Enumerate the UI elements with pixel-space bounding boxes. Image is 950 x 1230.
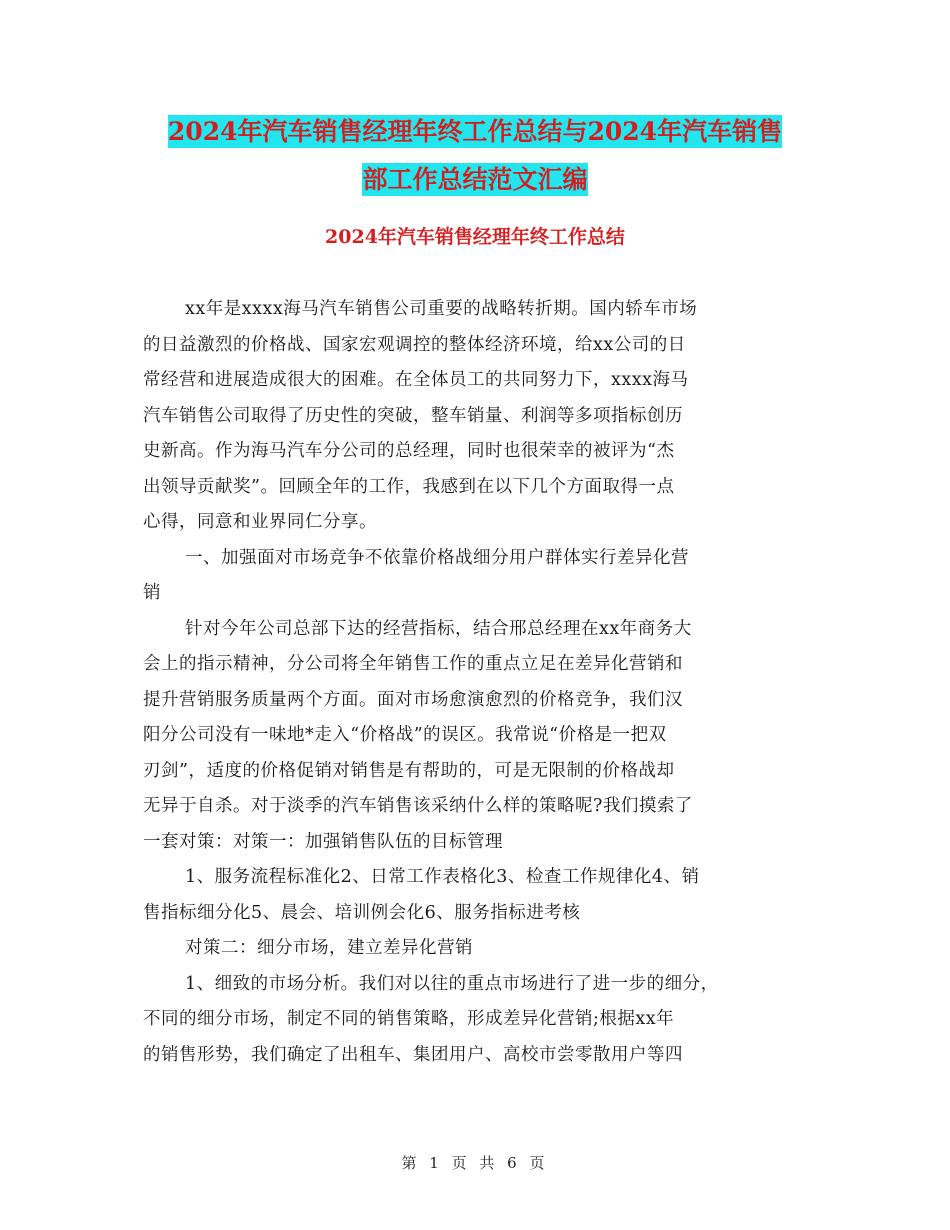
paragraph-line: 刃剑”，适度的价格促销对销售是有帮助的，可是无限制的价格战却 bbox=[143, 760, 675, 781]
paragraph-line: 针对今年公司总部下达的经营指标，结合邢总经理在xx年商务大 bbox=[185, 618, 692, 639]
document-title-line-1: 2024年汽车销售经理年终工作总结与2024年汽车销售 bbox=[167, 117, 783, 146]
paragraph-line: 的销售形势，我们确定了出租车、集团用户、高校市尝零散用户等四 bbox=[143, 1044, 683, 1065]
paragraph-line: 的日益激烈的价格战、国家宏观调控的整体经济环境，给xx公司的日 bbox=[143, 334, 686, 355]
paragraph-line: 对策二：细分市场，建立差异化营销 bbox=[185, 938, 473, 958]
document-title bbox=[0, 108, 950, 204]
paragraph-line: 出领导贡献奖”。回顾全年的工作，我感到在以下几个方面取得一点 bbox=[143, 476, 675, 497]
paragraph-line: 提升营销服务质量两个方面。面对市场愈演愈烈的价格竞争，我们汉 bbox=[143, 689, 683, 710]
paragraph-line: 阳分公司没有一味地*走入“价格战”的误区。我常说“价格是一把双 bbox=[143, 725, 667, 745]
paragraph-line: 不同的细分市场，制定不同的销售策略，形成差异化营销;根据xx年 bbox=[143, 1009, 675, 1029]
paragraph-line: xx年是xxxx海马汽车销售公司重要的战略转折期。国内轿车市场 bbox=[185, 299, 698, 319]
document-title-line-2: 部工作总结范文汇编 bbox=[362, 165, 588, 194]
paragraph-line: 无异于自杀。对于淡季的汽车销售该采纳什么样的策略呢?我们摸索了 bbox=[143, 796, 693, 816]
paragraph-line: 会上的指示精神，分公司将全年销售工作的重点立足在差异化营销和 bbox=[143, 654, 683, 674]
paragraph-line: 常经营和进展造成很大的困难。在全体员工的共同努力下，xxxx海马 bbox=[143, 370, 689, 390]
paragraph-line: 一、加强面对市场竞争不依靠价格战细分用户群体实行差异化营 bbox=[185, 547, 689, 568]
paragraph-line: 销 bbox=[143, 583, 161, 603]
body-text bbox=[143, 292, 811, 1073]
paragraph-line: 史新高。作为海马汽车分公司的总经理，同时也很荣幸的被评为“杰 bbox=[143, 441, 675, 461]
page-footer: 第 1 页 共 6 页 bbox=[401, 1154, 549, 1172]
section-heading: 2024年汽车销售经理年终工作总结 bbox=[325, 226, 625, 248]
paragraph-line: 汽车销售公司取得了历史性的突破，整车销量、利润等多项指标创历 bbox=[143, 405, 683, 426]
paragraph-line: 售指标细分化5、晨会、培训例会化6、服务指标进考核 bbox=[143, 902, 581, 923]
paragraph-line: 1、服务流程标准化2、日常工作表格化3、检查工作规律化4、销 bbox=[185, 867, 700, 887]
paragraph-line: 1、细致的市场分析。我们对以往的重点市场进行了进一步的细分， bbox=[185, 973, 719, 994]
paragraph-line: 心得，同意和业界同仁分享。 bbox=[143, 512, 377, 532]
paragraph-line: 一套对策：对策一：加强销售队伍的目标管理 bbox=[143, 831, 503, 852]
